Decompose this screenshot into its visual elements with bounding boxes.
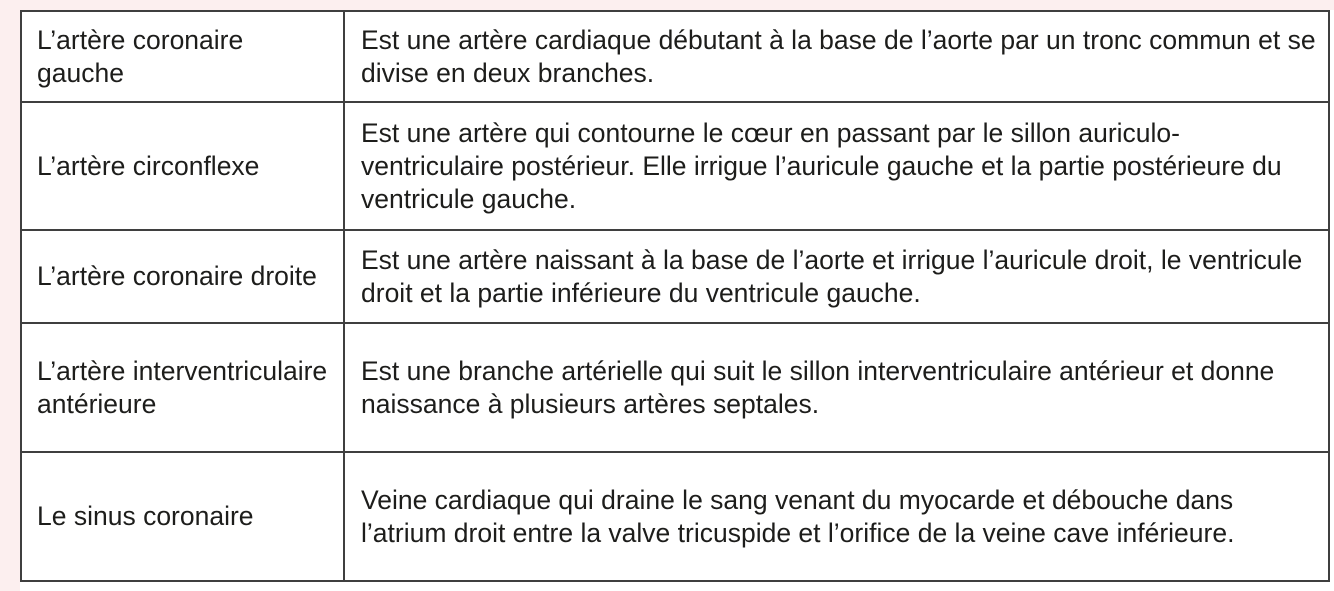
definition-cell: Est une branche artérielle qui suit le sillon interventriculaire antérieur et donne naissance à plusieurs artères septales. [344,323,1329,452]
glossary-table [20,10,1330,582]
table-row [21,11,1329,102]
document-page [20,10,1334,591]
table-row [21,452,1329,581]
term-cell: L’artère coronaire gauche [21,11,344,102]
glossary-table-body [21,11,1329,581]
table-row [21,230,1329,323]
table-row [21,323,1329,452]
definition-cell: Est une artère cardiaque débutant à la base de l’aorte par un tronc commun et se divise en deux branches. [344,11,1329,102]
term-cell: Le sinus coronaire [21,452,344,581]
definition-cell: Est une artère naissant à la base de l’aorte et irrigue l’auricule droit, le ventricule droit et la partie inférieure du ventricule gauche. [344,230,1329,323]
term-cell: L’artère interventriculaire antérieure [21,323,344,452]
term-cell: L’artère coronaire droite [21,230,344,323]
definition-cell: Est une artère qui contourne le cœur en passant par le sillon auriculo-ventriculaire postérieur. Elle irrigue l’auricule gauche et la partie postérieure du ventricule gauche. [344,102,1329,230]
definition-cell: Veine cardiaque qui draine le sang venant du myocarde et débouche dans l’atrium droit entre la valve tricuspide et l’orifice de la veine cave inférieure. [344,452,1329,581]
term-cell: L’artère circonflexe [21,102,344,230]
table-row [21,102,1329,230]
